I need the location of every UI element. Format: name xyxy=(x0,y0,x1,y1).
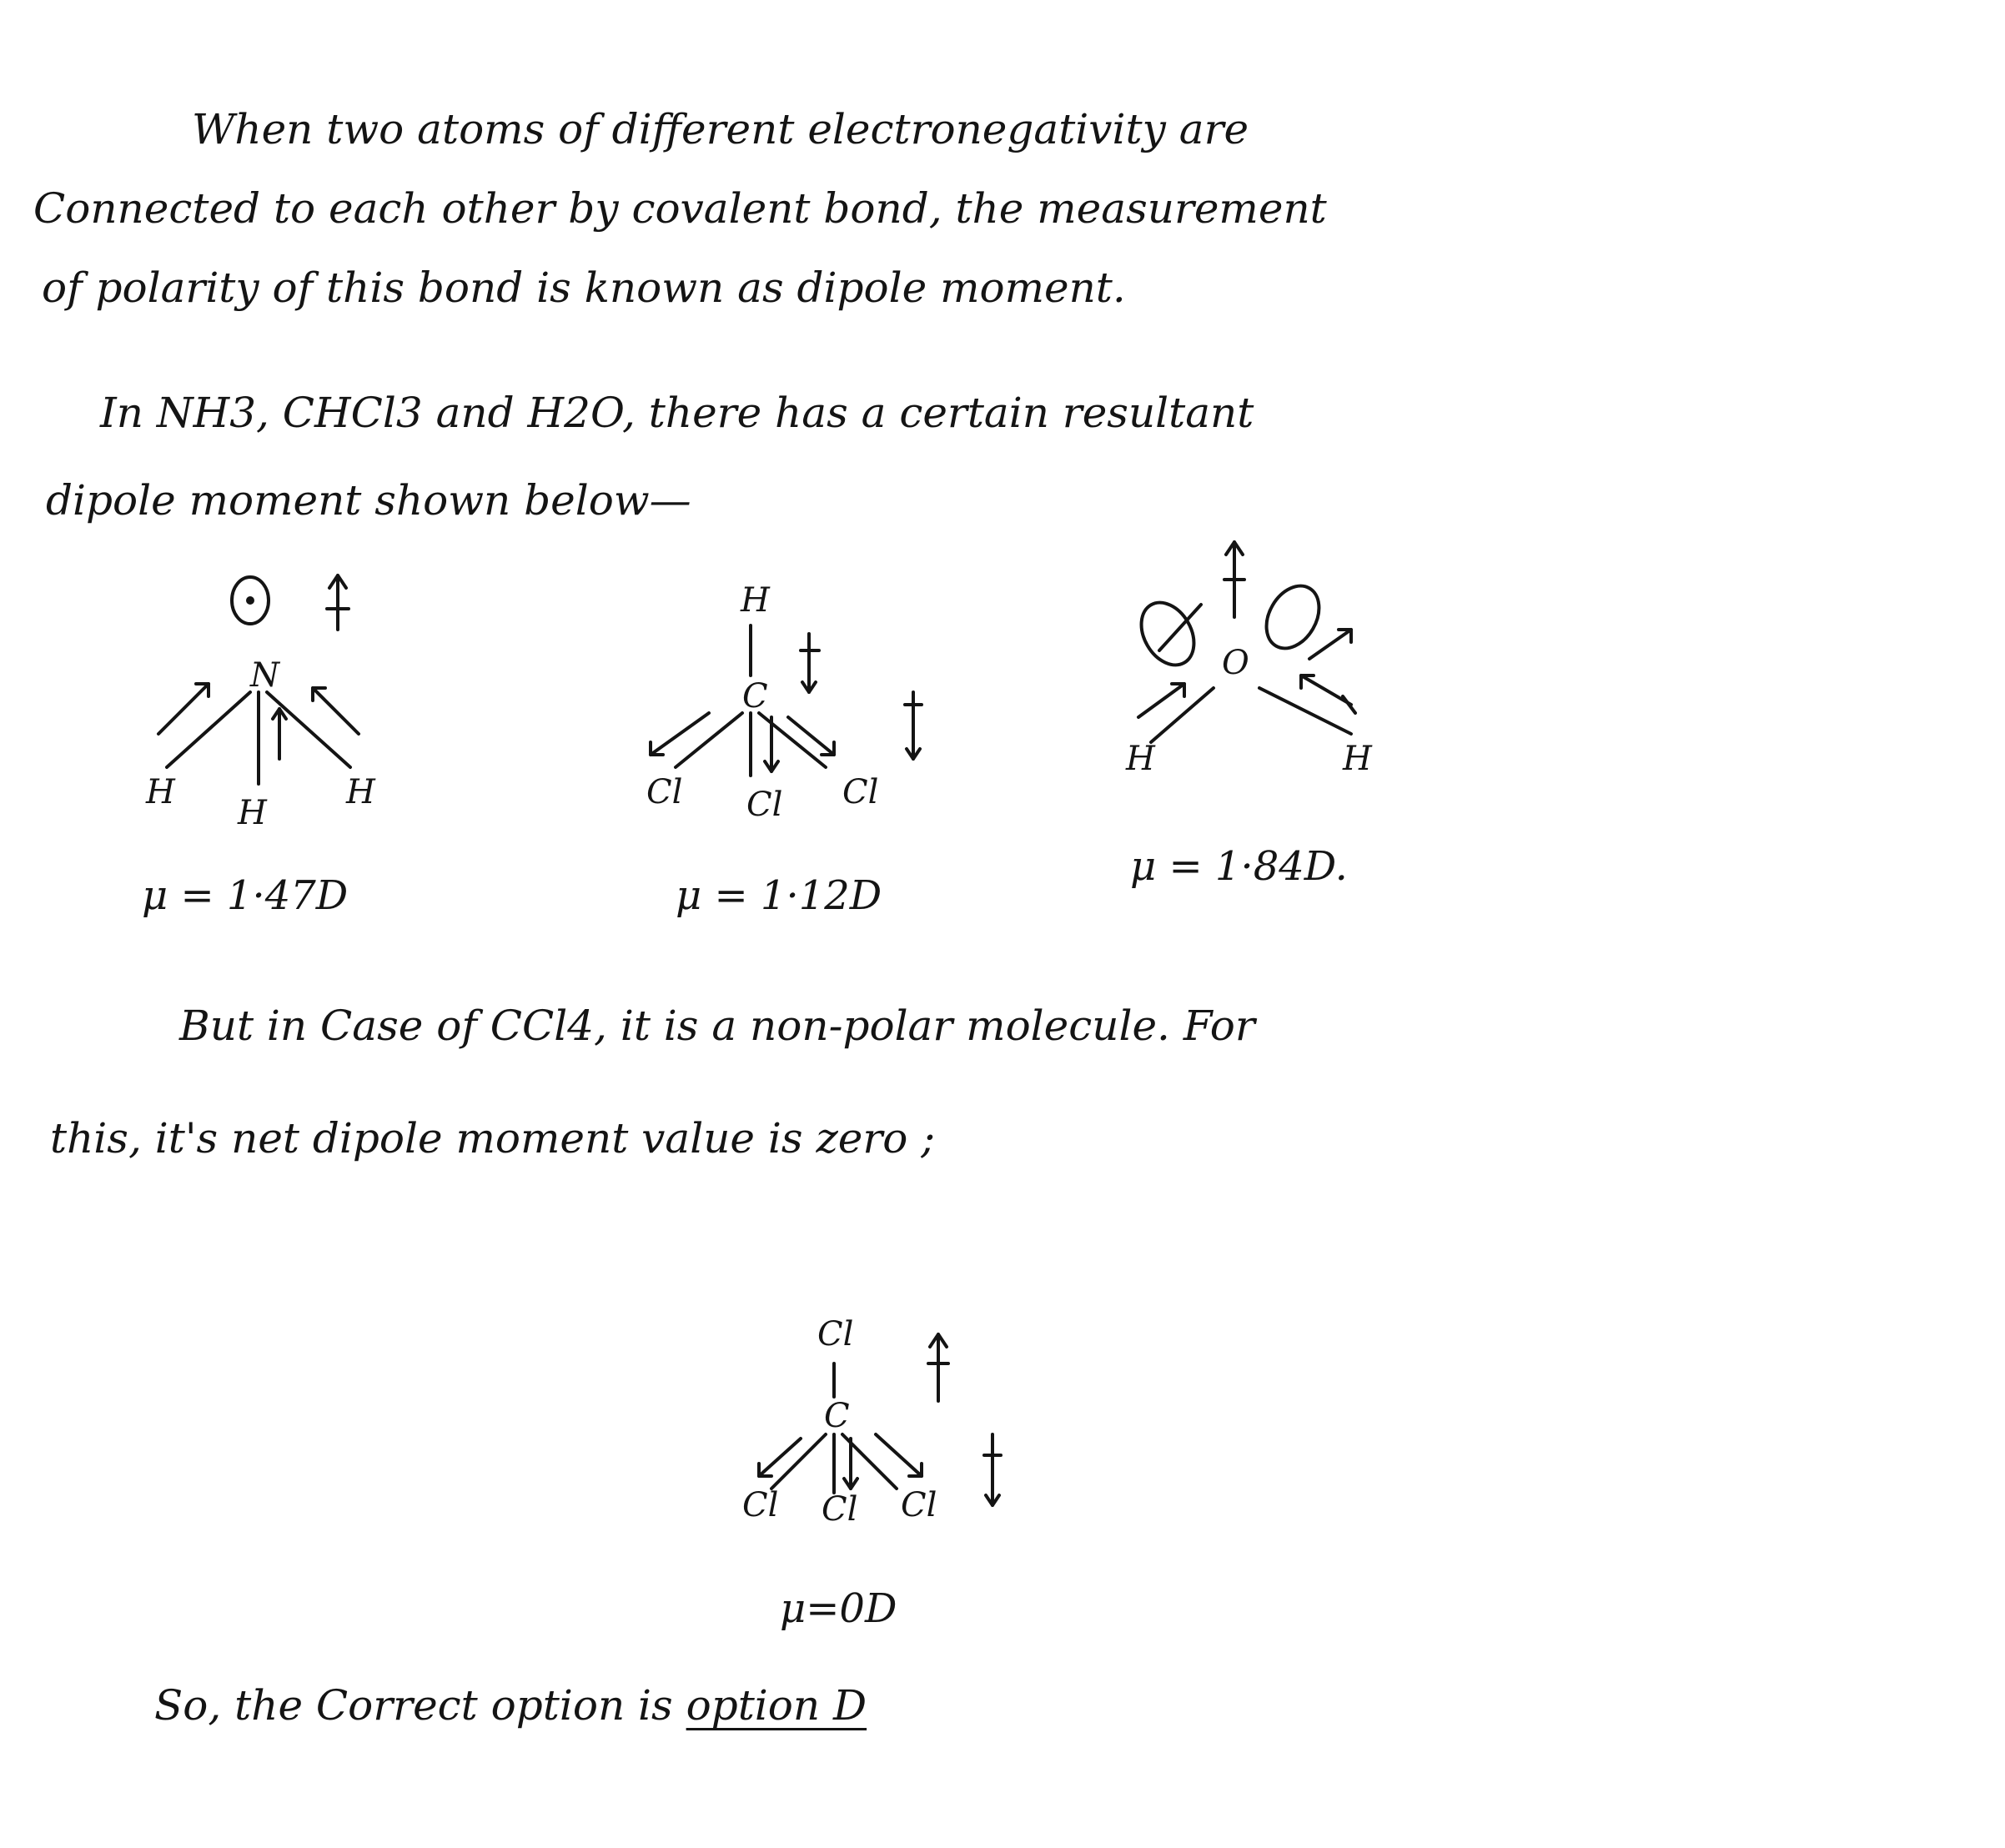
lone-pair-icon xyxy=(1131,593,1204,674)
chcl3-atom-right: Cl xyxy=(842,773,879,811)
chcl3-diagram xyxy=(626,567,976,834)
chcl3-center-atom: C xyxy=(742,677,768,716)
intro-line-1: When two atoms of different electronegativity are xyxy=(192,105,1249,153)
answer-option: option D xyxy=(686,1681,867,1730)
chcl3-dipole-moment: μ = 1·12D xyxy=(676,872,882,919)
h2o-atom-right: H xyxy=(1343,740,1372,778)
conclusion-prefix: So, the Correct option is xyxy=(154,1681,686,1730)
molecules-line-1: In NH3, CHCl3 and H2O, there has a certain resultant xyxy=(100,389,1254,437)
chcl3-top-atom: H xyxy=(741,581,770,620)
nh3-atom-left: H xyxy=(146,773,175,811)
conclusion xyxy=(154,1681,867,1730)
intro-line-3: of polarity of this bond is known as dipole moment. xyxy=(42,264,1126,312)
nh3-dipole-moment: μ = 1·47D xyxy=(142,872,349,919)
ccl4-center-atom: C xyxy=(824,1397,850,1435)
nh3-atom-bottom: H xyxy=(238,794,267,832)
nh3-center-atom: N xyxy=(250,656,279,695)
h2o-dipole-moment: μ = 1·84D. xyxy=(1130,843,1348,890)
chcl3-atom-bottom: Cl xyxy=(746,786,783,824)
ccl4-atom-right: Cl xyxy=(901,1486,937,1524)
ccl4-line-2: this, it's net dipole moment value is zero ; xyxy=(50,1114,936,1163)
molecules-line-2: dipole moment shown below— xyxy=(46,476,691,525)
ccl4-dipole-moment: μ=0D xyxy=(780,1585,897,1632)
ccl4-line-1: But in Case of CCl4, it is a non-polar molecule. For xyxy=(179,1002,1255,1050)
nh3-diagram xyxy=(133,567,400,834)
intro-line-2: Connected to each other by covalent bond, the measurement xyxy=(33,184,1327,233)
nh3-atom-right: H xyxy=(346,773,375,811)
chcl3-atom-left: Cl xyxy=(646,773,683,811)
h2o-diagram xyxy=(1101,525,1451,792)
ccl4-atom-bottom: Cl xyxy=(822,1490,858,1529)
ccl4-atom-left: Cl xyxy=(742,1486,779,1524)
h2o-atom-left: H xyxy=(1126,740,1155,778)
ccl4-diagram xyxy=(726,1301,1076,1551)
lone-pair-icon xyxy=(1256,576,1329,657)
h2o-center-atom: O xyxy=(1222,644,1249,682)
ccl4-top-atom: Cl xyxy=(817,1315,854,1353)
